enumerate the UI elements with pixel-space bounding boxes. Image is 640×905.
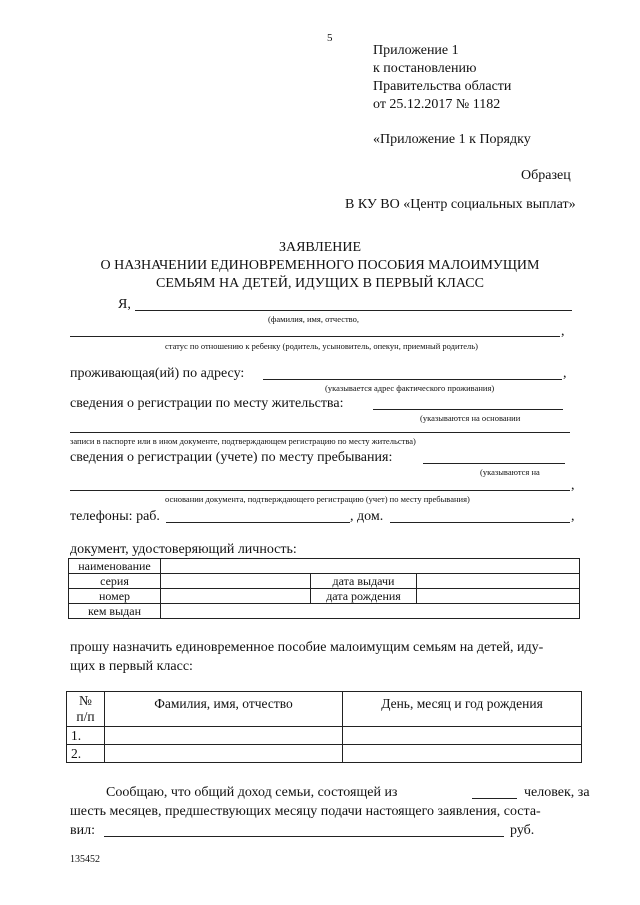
children-row-1-num: 1.	[67, 727, 105, 745]
address-field[interactable]	[263, 379, 562, 380]
phone-work-label: телефоны: раб.	[70, 509, 160, 524]
i-label: Я,	[118, 297, 131, 312]
id-name-cell[interactable]	[161, 559, 580, 574]
id-issued-by-label: кем выдан	[69, 604, 161, 619]
phone-work-field[interactable]	[166, 522, 350, 523]
registration-label: сведения о регистрации по месту жительства:	[70, 396, 344, 411]
status-hint: статус по отношению к ребенку (родитель, усыновитель, опекун, приемный родитель)	[165, 341, 478, 351]
appendix-line-4: от 25.12.2017 № 1182	[373, 97, 501, 112]
id-series-cell[interactable]	[161, 574, 311, 589]
id-issue-date-label: дата выдачи	[311, 574, 417, 589]
stay-label: сведения о регистрации (учете) по месту пребывания:	[70, 450, 393, 465]
phone-home-label: , дом.	[350, 509, 384, 524]
stay-field[interactable]	[423, 463, 565, 464]
id-number-label: номер	[69, 589, 161, 604]
request-line-2: щих в первый класс:	[70, 659, 193, 674]
income-line-1a: Сообщаю, что общий доход семьи, состоящей из	[106, 785, 398, 800]
income-line-3b: руб.	[510, 823, 535, 838]
id-birth-date-cell[interactable]	[417, 589, 580, 604]
children-row-2-name[interactable]	[105, 745, 343, 763]
children-row-2-dob[interactable]	[343, 745, 582, 763]
stay-hint: (указываются на	[480, 467, 540, 477]
phone-home-field[interactable]	[390, 522, 570, 523]
title-line-2: О НАЗНАЧЕНИИ ЕДИНОВРЕМЕННОГО ПОСОБИЯ МАЛОИМУЩИМ	[100, 258, 540, 273]
registration-field[interactable]	[373, 409, 563, 410]
id-birth-date-label: дата рождения	[311, 589, 417, 604]
appendix-line-1: Приложение 1	[373, 43, 459, 58]
stay-field-2[interactable]	[70, 490, 570, 491]
income-line-2: шесть месяцев, предшествующих месяцу подачи настоящего заявления, соста-	[70, 804, 541, 819]
family-members-field[interactable]	[472, 798, 517, 799]
sample-label: Образец	[521, 168, 571, 183]
children-col-num-2: п/п	[76, 709, 95, 724]
status-comma: ,	[561, 324, 565, 339]
registration-hint: (указываются на основании	[420, 413, 521, 423]
id-doc-label: документ, удостоверяющий личность:	[70, 542, 297, 557]
id-issued-by-cell[interactable]	[161, 604, 580, 619]
appendix-line-5: «Приложение 1 к Порядку	[373, 132, 531, 147]
phone-comma: ,	[571, 509, 575, 524]
registration-hint-2: записи в паспорте или в ином документе, подтверждающем регистрацию по месту жительства)	[70, 436, 416, 446]
id-number-cell[interactable]	[161, 589, 311, 604]
children-col-dob: День, месяц и год рождения	[343, 692, 582, 727]
id-name-label: наименование	[69, 559, 161, 574]
appendix-line-2: к постановлению	[373, 61, 477, 76]
status-field[interactable]	[70, 336, 560, 337]
title-line-3: СЕМЬЯМ НА ДЕТЕЙ, ИДУЩИХ В ПЕРВЫЙ КЛАСС	[156, 276, 484, 291]
id-issue-date-cell[interactable]	[417, 574, 580, 589]
recipient: В КУ ВО «Центр социальных выплат»	[345, 197, 576, 212]
children-col-num	[67, 692, 105, 727]
income-line-1b: человек, за	[524, 785, 590, 800]
children-table	[66, 691, 582, 763]
registration-field-2[interactable]	[70, 432, 570, 433]
title-line-1: ЗАЯВЛЕНИЕ	[278, 240, 362, 255]
address-comma: ,	[563, 366, 567, 381]
id-document-table	[68, 558, 580, 619]
income-amount-field[interactable]	[104, 836, 504, 837]
id-series-label: серия	[69, 574, 161, 589]
income-line-3a: вил:	[70, 823, 95, 838]
fio-hint: (фамилия, имя, отчество,	[268, 314, 360, 324]
children-row-1-dob[interactable]	[343, 727, 582, 745]
address-hint: (указывается адрес фактического проживания)	[325, 383, 495, 393]
footer-code: 135452	[70, 854, 100, 865]
page-number: 5	[327, 32, 333, 44]
address-label: проживающая(ий) по адресу:	[70, 366, 245, 381]
children-col-num-1: №	[79, 693, 92, 708]
appendix-line-3: Правительства области	[373, 79, 512, 94]
children-col-name: Фамилия, имя, отчество	[105, 692, 343, 727]
stay-hint-2: основании документа, подтверждающего регистрацию (учет) по месту пребывания)	[165, 494, 470, 504]
request-line-1: прошу назначить единовременное пособие малоимущим семьям на детей, иду-	[70, 640, 544, 655]
children-row-2-num: 2.	[67, 745, 105, 763]
children-row-1-name[interactable]	[105, 727, 343, 745]
stay-comma: ,	[571, 478, 575, 493]
fio-field[interactable]	[135, 310, 572, 311]
